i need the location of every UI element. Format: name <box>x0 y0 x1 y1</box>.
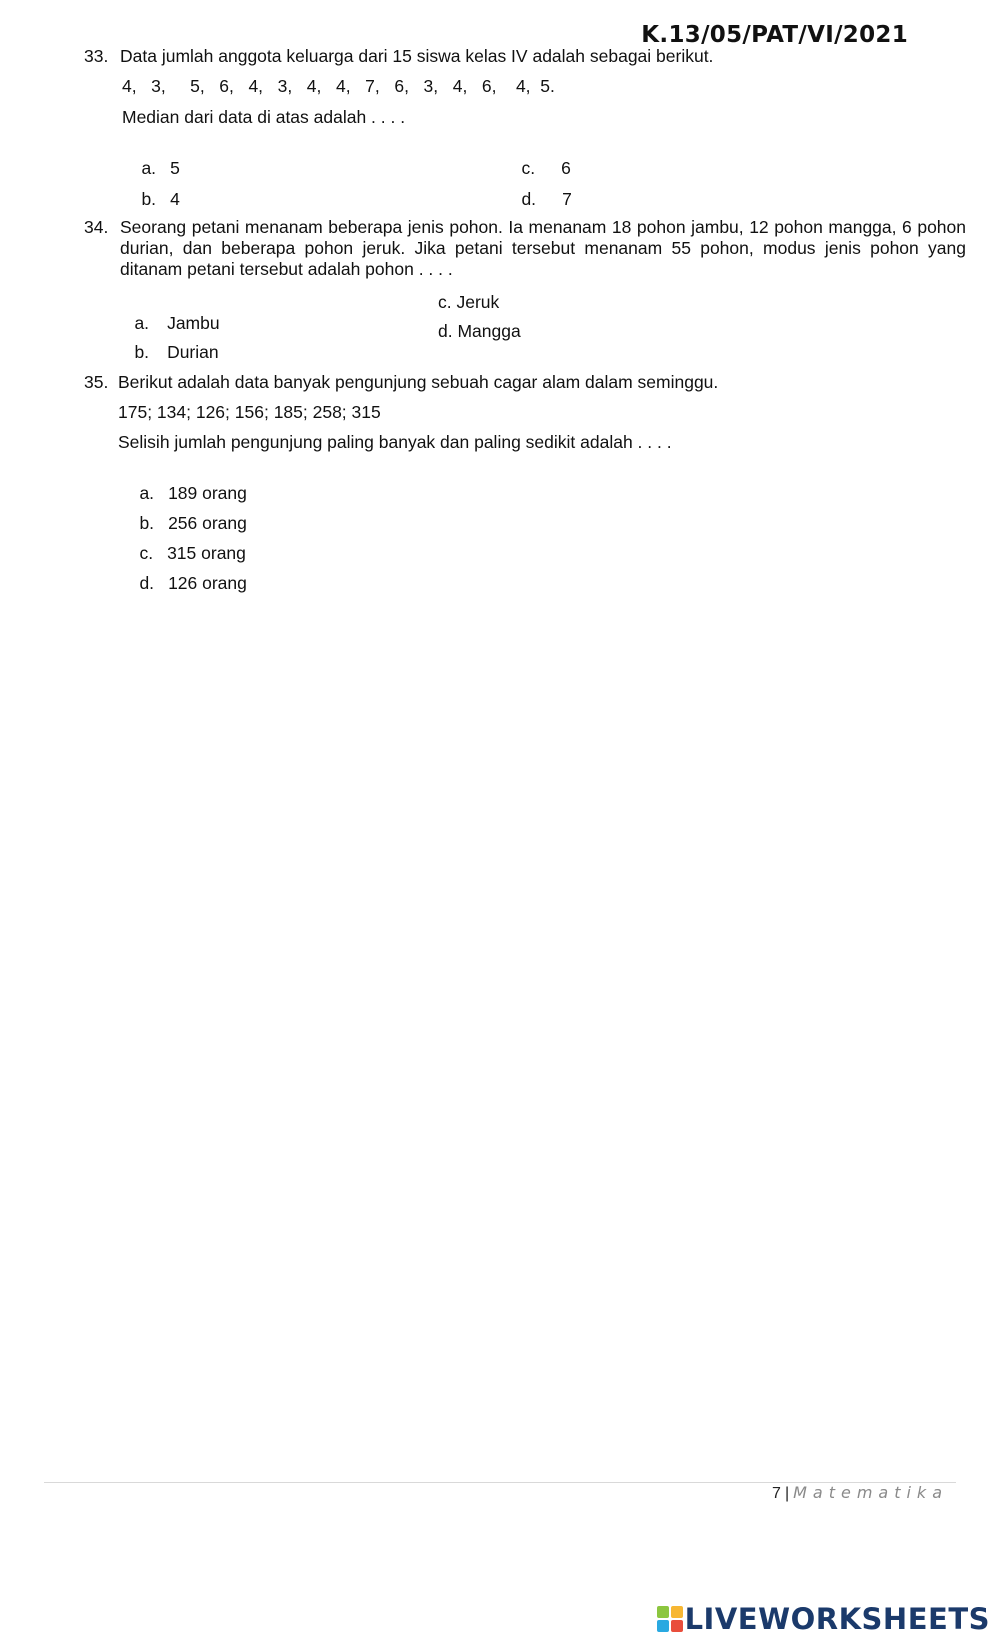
page-number: 7 <box>772 1485 781 1502</box>
page-footer <box>772 1483 948 1503</box>
footer-separator: | <box>784 1485 790 1502</box>
option-letter: c. <box>521 158 536 178</box>
option-d[interactable] <box>120 552 247 615</box>
document-code: K.13/05/PAT/VI/2021 <box>641 22 908 48</box>
question-text: Berikut adalah data banyak pengunjung sebuah cagar alam dalam seminggu. <box>118 372 719 392</box>
data-values: 4, 3, 5, 6, 4, 3, 4, 4, 7, 6, 3, 4, 6, 4, 5. <box>122 76 555 96</box>
option-letter: a. <box>139 483 155 503</box>
question-number: 33. <box>84 46 109 66</box>
option-value: 189 orang <box>168 483 247 503</box>
option-value: Durian <box>167 342 219 362</box>
option-value: 6 <box>561 158 571 178</box>
option-letter: a. <box>134 313 150 333</box>
option-letter: a. <box>141 158 157 178</box>
question-prompt: Median dari data di atas adalah . . . . <box>122 107 406 127</box>
option-letter: b. <box>134 342 150 362</box>
question-prompt: Selisih jumlah pengunjung paling banyak dan paling sedikit adalah . . . . <box>118 432 672 452</box>
brand-name: LIVEWORKSHEETS <box>684 1602 990 1636</box>
option-letter: d. <box>139 573 155 593</box>
option-value: 5 <box>170 158 180 178</box>
option-value: Jambu <box>167 313 220 333</box>
option-value: 315 orang <box>167 543 246 563</box>
subject-name: Matematika <box>793 1483 948 1502</box>
option-letter: b. <box>141 189 157 209</box>
option-c[interactable]: c. Jeruk <box>438 292 500 312</box>
question-text: Seorang petani menanam beberapa jenis pohon. Ia menanam 18 pohon jambu, 12 pohon mangga, 6 pohon durian, dan beberapa pohon jeruk. Jika petani tersebut menanam 55 pohon, modus jenis pohon yang ditanam petani tersebut adalah pohon . . . . <box>120 217 966 279</box>
option-value: 7 <box>562 189 572 209</box>
option-letter: d. <box>521 189 537 209</box>
liveworksheets-mark-icon <box>657 1606 683 1632</box>
data-values: 175; 134; 126; 156; 185; 258; 315 <box>118 402 381 422</box>
option-d[interactable]: d. Mangga <box>438 321 521 341</box>
option-letter: b. <box>139 513 155 533</box>
option-value: 4 <box>170 189 180 209</box>
option-letter: c. <box>139 543 154 563</box>
question-number: 34. <box>84 217 109 237</box>
option-value: 256 orang <box>168 513 247 533</box>
question-number: 35. <box>84 372 109 392</box>
liveworksheets-logo <box>657 1602 990 1636</box>
option-value: 126 orang <box>168 573 247 593</box>
question-text: Data jumlah anggota keluarga dari 15 siswa kelas IV adalah sebagai berikut. <box>120 46 714 66</box>
